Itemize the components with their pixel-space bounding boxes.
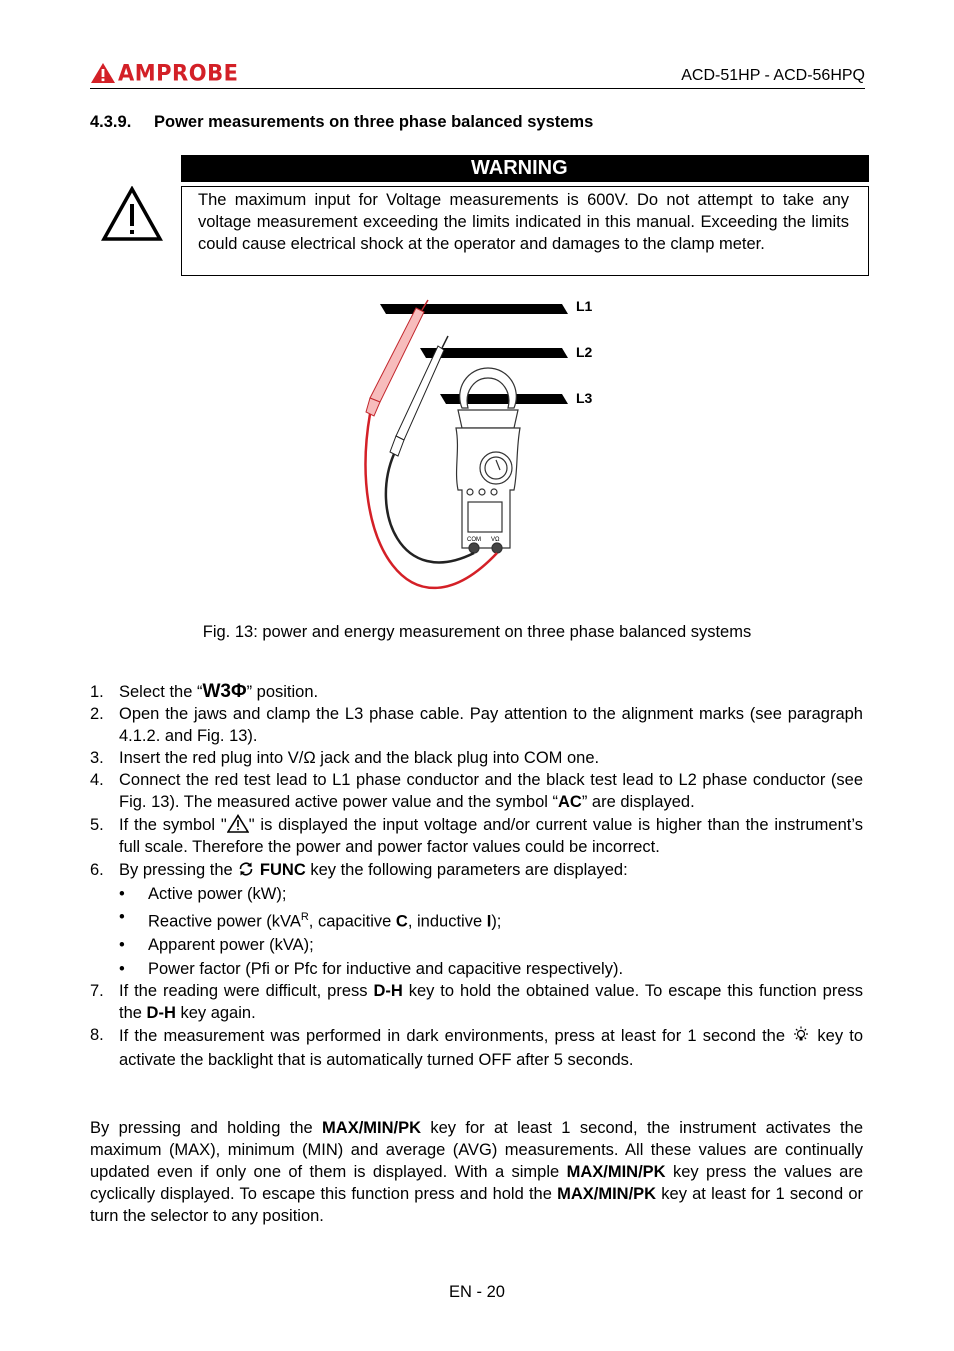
step-text-part: If the symbol " bbox=[119, 816, 227, 834]
step-number: 7. bbox=[90, 981, 104, 1000]
backlight-bulb-icon bbox=[791, 1026, 811, 1044]
model-number: ACD-51HP - ACD-56HPQ bbox=[681, 67, 865, 84]
step-text bbox=[119, 681, 863, 703]
step-1 bbox=[90, 681, 863, 703]
step-text bbox=[119, 859, 863, 881]
step-text-part: ” position. bbox=[246, 683, 319, 701]
step-text-part: key the following parameters are displayed: bbox=[305, 861, 628, 879]
superscript-r: R bbox=[300, 911, 309, 923]
step-text-part: key to activate the backlight that is automatically turned OFF after 5 seconds. bbox=[119, 1026, 863, 1069]
step-text: Open the jaws and clamp the L3 phase cable. Pay attention to the alignment marks (see paragraph 4.1.2. and Fig. 13). bbox=[119, 705, 863, 745]
step-text-part: If the measurement was performed in dark environments, press at least for 1 second the bbox=[119, 1026, 792, 1045]
func-cycle-icon bbox=[237, 860, 255, 878]
step-text-part: By pressing the bbox=[119, 861, 238, 879]
max-min-paragraph bbox=[90, 1117, 863, 1227]
list-item: • Apparent power (kVA); bbox=[119, 936, 314, 954]
list-text-part: , inductive bbox=[407, 912, 487, 931]
list-item-text: Power factor (Pfi or Pfc for inductive and capacitive respectively). bbox=[148, 959, 624, 978]
step-7 bbox=[90, 980, 863, 1024]
step-number: 8. bbox=[90, 1025, 104, 1044]
step-number: 2. bbox=[90, 705, 104, 723]
max-min-pk-key-label: MAX/MIN/PK bbox=[322, 1119, 422, 1137]
instruction-steps bbox=[90, 681, 863, 1072]
step-number: 3. bbox=[90, 749, 104, 767]
step-text-part: If the reading were difficult, press bbox=[119, 981, 374, 1000]
step-text-part: " is displayed the input voltage and/or current value is higher than the instrument’s full scale. Therefore the power and power factor values could be incorrect. bbox=[119, 816, 863, 856]
paragraph-text: key for at least 1 second, the instrument activates the maximum (MAX), minimum (MIN) and average (AVG) measurements. All these values are continually updated even if only one of them is displayed. With a simple bbox=[90, 1119, 863, 1181]
list-item-text bbox=[148, 906, 501, 933]
step-text bbox=[119, 769, 863, 813]
max-min-pk-key-label: MAX/MIN/PK bbox=[566, 1163, 666, 1181]
parameter-list bbox=[119, 883, 863, 980]
brand-name: AMPROBE bbox=[118, 60, 239, 86]
step-text-part: Select the “ bbox=[119, 683, 203, 701]
func-key-label: FUNC bbox=[259, 861, 306, 879]
step-text: Insert the red plug into V/Ω jack and the black plug into COM one. bbox=[119, 749, 600, 767]
max-min-pk-key-label: MAX/MIN/PK bbox=[557, 1185, 657, 1203]
step-text-part: key again. bbox=[175, 1003, 256, 1022]
step-number: 6. bbox=[90, 861, 104, 879]
step-4 bbox=[90, 769, 863, 813]
warning-box bbox=[181, 155, 869, 276]
paragraph-text: key at least for 1 second or turn the selector to any position. bbox=[90, 1185, 863, 1225]
step-text bbox=[119, 980, 863, 1024]
paragraph-text: By pressing and holding the bbox=[90, 1119, 323, 1137]
amprobe-logo bbox=[90, 60, 238, 86]
list-item: • Active power (kW); bbox=[119, 884, 287, 903]
list-item: • Power factor (Pfi or Pfc for inductive and capacitive respectively). bbox=[119, 959, 624, 978]
step-text-part: Connect the red test lead to L1 phase conductor and the black test lead to L2 phase conductor (see Fig. 13). The measured active power value and the symbol “ bbox=[119, 771, 863, 811]
step-text-part: ” are displayed. bbox=[581, 793, 695, 811]
w3-phi-symbol: W3Φ bbox=[202, 681, 247, 702]
step-text bbox=[119, 1024, 863, 1072]
section-title bbox=[90, 113, 593, 132]
overrange-warning-icon bbox=[227, 814, 249, 833]
warning-heading: WARNING bbox=[181, 155, 869, 182]
dh-key-label: D-H bbox=[373, 981, 403, 1000]
phase-label-l3: L3 bbox=[576, 390, 593, 406]
step-6 bbox=[90, 859, 863, 881]
warning-triangle-icon bbox=[101, 186, 163, 242]
list-item: • Reactive power (kVA$^R$, capacitive C, inductive I); bbox=[119, 908, 502, 931]
step-text-part: key to hold the obtained value. To escape this function press the bbox=[119, 981, 864, 1022]
step-5 bbox=[90, 814, 863, 858]
section-title-text: Power measurements on three phase balanced systems bbox=[154, 113, 594, 131]
list-text-part: , capacitive bbox=[308, 912, 396, 931]
clamp-meter-figure bbox=[350, 290, 630, 620]
list-item-text: Apparent power (kVA); bbox=[148, 936, 314, 954]
list-item-text: Active power (kW); bbox=[148, 884, 287, 903]
page-number: EN - 20 bbox=[449, 1283, 505, 1301]
step-number: 1. bbox=[90, 683, 104, 701]
capacitive-symbol: C bbox=[395, 912, 408, 931]
paragraph-text: key press the values are cyclically displayed. To escape this function press and hold the bbox=[90, 1163, 863, 1203]
jack-com-label: COM bbox=[467, 537, 481, 543]
list-text-part: Reactive power (kVA bbox=[148, 912, 301, 931]
figure-caption: Fig. 13: power and energy measurement on three phase balanced systems bbox=[202, 623, 752, 641]
warning-triangle-logo-icon bbox=[90, 62, 116, 84]
phase-label-l1: L1 bbox=[576, 298, 593, 314]
phase-label-l2: L2 bbox=[576, 344, 593, 360]
warning-text: The maximum input for Voltage measurements is 600V. Do not attempt to take any voltage measurement exceeding the limits indicated in this manual. Exceeding the limits could cause electrical shock at the operator and damages to the clamp meter. bbox=[181, 186, 869, 276]
step-text bbox=[119, 814, 863, 858]
step-2 bbox=[90, 703, 863, 747]
step-3 bbox=[90, 747, 863, 769]
dh-key-label: D-H bbox=[146, 1003, 176, 1022]
page-header bbox=[90, 58, 865, 89]
step-8 bbox=[90, 1024, 863, 1072]
section-number: 4.3.9. bbox=[90, 113, 132, 131]
ac-symbol: AC bbox=[558, 793, 582, 811]
inductive-symbol: I bbox=[486, 912, 492, 931]
step-number: 4. bbox=[90, 771, 104, 789]
jack-vo-label: VΩ bbox=[491, 537, 500, 543]
list-text-part: ); bbox=[491, 912, 502, 931]
step-number: 5. bbox=[90, 816, 104, 834]
